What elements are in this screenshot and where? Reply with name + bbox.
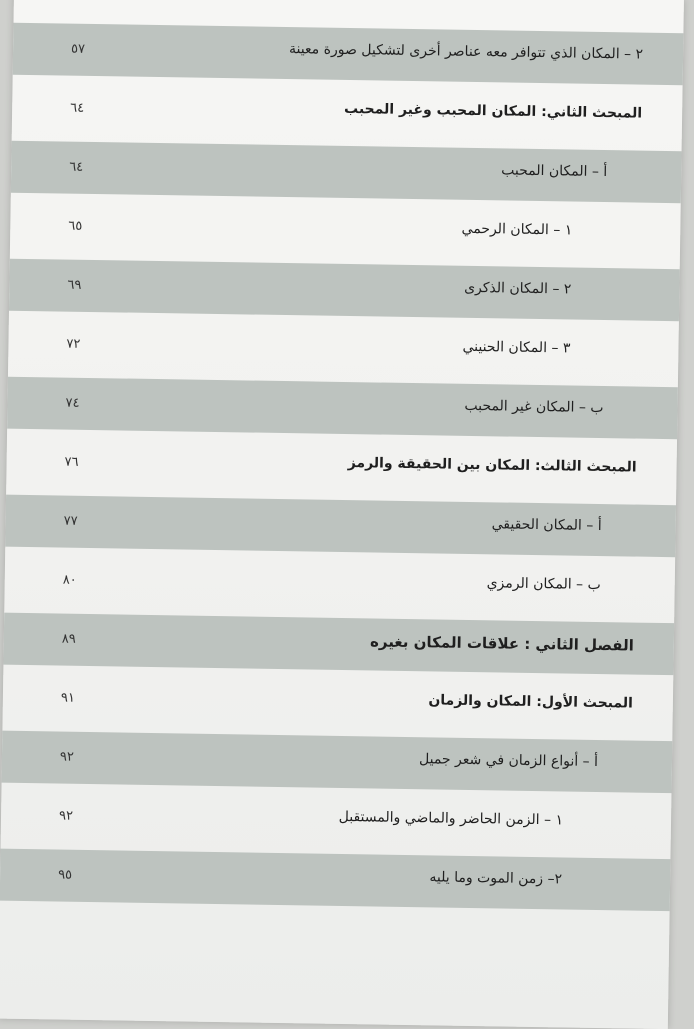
toc-entry-page-number: ٧٧ <box>63 513 78 529</box>
toc-entry-title: أ – أنواع الزمان في شعر جميل <box>418 751 599 771</box>
toc-entry <box>2 731 673 794</box>
toc-entry-title: ٣ – المكان الحنيني <box>462 338 571 357</box>
toc-entry <box>6 436 677 499</box>
toc-entry-page-number: ٥٧ <box>70 41 86 57</box>
toc-entry-title: ٢– زمن الموت وما يليه <box>429 869 563 888</box>
toc-entry <box>12 82 683 145</box>
toc-entry <box>10 200 681 263</box>
toc-entry <box>3 613 674 676</box>
toc-entry-title: ب – المكان غير المحبب <box>464 397 604 417</box>
toc-entry <box>8 318 679 381</box>
toc-entry <box>1 790 672 853</box>
toc-entry-page-number: ٩٢ <box>58 808 74 824</box>
toc-entry-page-number: ٨٠ <box>62 572 77 588</box>
toc-entry-page-number: ٩٥ <box>58 867 73 883</box>
toc-entry-page-number: ٩٢ <box>59 749 75 765</box>
toc-entry-page-number: ٦٥ <box>68 218 83 234</box>
toc-entry-title: أ – المكان المحبب <box>501 162 608 181</box>
toc-entry-page-number: ٧٢ <box>66 336 81 352</box>
toc-entry <box>11 141 682 204</box>
toc-entry-title: المبحث الأول: المكان والزمان <box>428 692 634 712</box>
toc-entry-title: ١ – المكان الرحمي <box>461 220 573 239</box>
toc-entry-title: أ – المكان الحقيقي <box>491 516 602 535</box>
toc-entry-title: ٢ – المكان الذي تتوافر معه عناصر أخرى لتشكيل صورة معينة <box>288 41 644 63</box>
toc-entry-title: ب – المكان الرمزي <box>486 575 601 594</box>
toc-entry-page-number: ٦٤ <box>69 159 84 175</box>
toc-entry <box>13 23 684 86</box>
toc-entry-title: ١ – الزمن الحاضر والماضي والمستقبل <box>338 808 564 829</box>
toc-entry <box>2 672 673 735</box>
toc-entry-title: المبحث الثالث: المكان بين الحقيقة والرمز <box>347 455 637 476</box>
toc-entry <box>9 259 680 322</box>
toc-entry-title: ٢ – المكان الذكرى <box>464 279 572 298</box>
toc-entry-page-number: ٨٩ <box>61 631 76 647</box>
toc-entry-page-number: ٦٩ <box>67 277 82 293</box>
toc-entry-page-number: ٧٦ <box>64 454 79 470</box>
toc-entry-page-number: ٧٤ <box>65 395 80 411</box>
toc-entry <box>0 849 670 912</box>
toc-entry-title: المبحث الثاني: المكان المحبب وغير المحبب <box>343 100 643 122</box>
toc-entry-page-number: ٦٤ <box>70 100 85 116</box>
toc-entry-page-number: ٩١ <box>60 690 75 706</box>
toc-entry <box>4 554 675 617</box>
toc-entry-title: الفصل الثاني : علاقات المكان بغيره <box>369 632 634 655</box>
toc-entry <box>7 377 678 440</box>
toc-entry <box>5 495 676 558</box>
